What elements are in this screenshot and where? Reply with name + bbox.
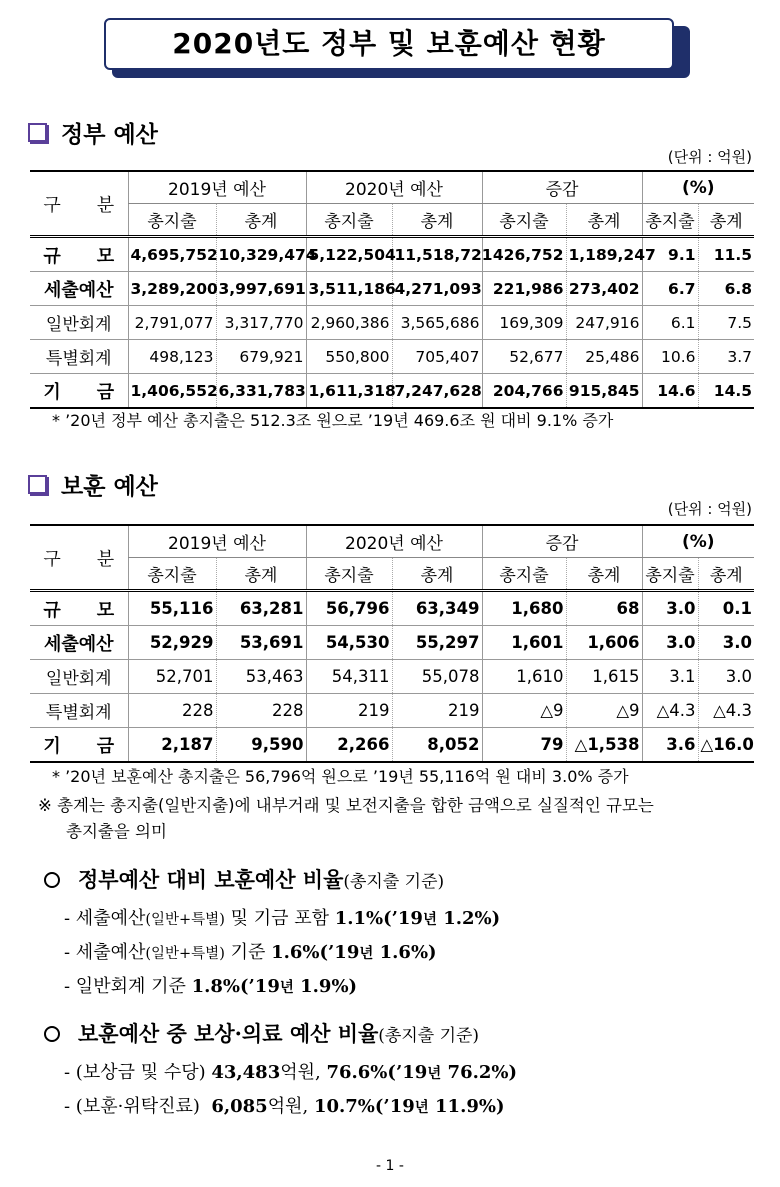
header-total: 총계 <box>392 204 482 237</box>
item-prev-unit: 년 <box>279 979 294 996</box>
item-ratio: 10.7% <box>313 1096 375 1117</box>
header-2020: 2020년 예산 <box>306 525 482 558</box>
ratio-gov-item <box>64 972 357 998</box>
ratio-gov-title: 정부예산 대비 보훈예산 비율 <box>78 867 344 892</box>
table-cell: 3,997,691 <box>216 272 306 306</box>
table-cell: 219 <box>392 694 482 728</box>
item-label: - 세출예산 <box>64 942 146 963</box>
total-definition-note-cont: 총지출을 의미 <box>66 822 167 841</box>
table-cell: 1,601 <box>482 626 566 660</box>
row-label: 일반회계 <box>30 660 128 694</box>
item-ratio: 76.6% <box>326 1062 388 1083</box>
header-total: 총계 <box>698 558 754 591</box>
table-cell: 14.5 <box>698 374 754 409</box>
table-cell: 5,122,504 <box>306 237 392 272</box>
table-cell: 53,691 <box>216 626 306 660</box>
table-cell: 1,406,552 <box>128 374 216 409</box>
table-row <box>30 660 754 694</box>
table-cell: 1,680 <box>482 591 566 626</box>
table-cell: 63,349 <box>392 591 482 626</box>
row-label: 세출예산 <box>30 626 128 660</box>
table-cell: 52,929 <box>128 626 216 660</box>
header-change: 증감 <box>482 525 642 558</box>
gov-budget-table <box>30 170 754 409</box>
veterans-budget-note: * ’20년 보훈예산 총지출은 56,796억 원으로 ’19년 55,116억 원 대비 3.0% 증가 <box>52 767 629 786</box>
table-cell: 3.7 <box>698 340 754 374</box>
table-cell: 1,611,318 <box>306 374 392 409</box>
square-bullet-icon <box>28 475 47 494</box>
item-prev-year: (’19 <box>374 1096 415 1117</box>
item-prev-unit: 년 <box>359 945 374 962</box>
table-cell: 4,695,752 <box>128 237 216 272</box>
table-cell: 9,590 <box>216 728 306 763</box>
table-row <box>30 626 754 660</box>
header-gubun: 구 분 <box>30 525 128 591</box>
header-total: 총계 <box>216 558 306 591</box>
table-row <box>30 374 754 409</box>
item-basis: 기준 <box>224 942 272 963</box>
table-cell: 2,791,077 <box>128 306 216 340</box>
item-ratio: 1.6% <box>271 942 320 963</box>
table-cell: 3,289,200 <box>128 272 216 306</box>
table-cell: 426,752 <box>482 237 566 272</box>
table-cell: 7.5 <box>698 306 754 340</box>
table-cell: 14.6 <box>642 374 698 409</box>
header-total: 총계 <box>216 204 306 237</box>
item-prev-value: 1.2%) <box>436 908 501 929</box>
item-prev-value: 1.9%) <box>293 976 358 997</box>
unit-label: (단위 : 억원) <box>667 148 752 166</box>
row-label: 기 금 <box>30 374 128 409</box>
item-ratio: 1.1% <box>334 908 384 929</box>
ratio-gov-item <box>64 938 437 964</box>
table-cell: 8,052 <box>392 728 482 763</box>
page-title: 2020년도 정부 및 보훈예산 현황 <box>104 18 674 70</box>
header-gubun: 구 분 <box>30 171 128 237</box>
table-row <box>30 591 754 626</box>
table-row <box>30 340 754 374</box>
header-total-exp: 총지출 <box>128 204 216 237</box>
item-values <box>335 908 500 929</box>
header-total-exp: 총지출 <box>642 558 698 591</box>
table-row <box>30 272 754 306</box>
table-cell: 1,606 <box>566 626 642 660</box>
table-cell: 3,511,186 <box>306 272 392 306</box>
item-values <box>192 976 357 997</box>
item-label: - 세출예산 <box>64 908 146 929</box>
table-cell: 169,309 <box>482 306 566 340</box>
row-label: 특별회계 <box>30 340 128 374</box>
circle-bullet-icon <box>44 1026 60 1042</box>
table-cell: 1,615 <box>566 660 642 694</box>
table-cell: 11.5 <box>698 237 754 272</box>
table-cell: 3.0 <box>642 591 698 626</box>
header-total-exp: 총지출 <box>128 558 216 591</box>
header-change: 증감 <box>482 171 642 204</box>
table-cell: 6.7 <box>642 272 698 306</box>
table-cell: △9 <box>566 694 642 728</box>
item-prev-value: 1.6%) <box>373 942 437 963</box>
item-prev-year: (’19 <box>387 1062 428 1083</box>
veterans-budget-table <box>30 524 754 763</box>
table-cell: 6.1 <box>642 306 698 340</box>
table-cell: 55,297 <box>392 626 482 660</box>
table-row <box>30 306 754 340</box>
header-2019: 2019년 예산 <box>128 525 306 558</box>
section-gov-budget-heading <box>28 116 158 149</box>
table-cell: 705,407 <box>392 340 482 374</box>
table-cell: 2,187 <box>128 728 216 763</box>
table-cell: 52,677 <box>482 340 566 374</box>
table-cell: 56,796 <box>306 591 392 626</box>
table-cell: 915,845 <box>566 374 642 409</box>
circle-bullet-icon <box>44 872 60 888</box>
header-pct: (%) <box>642 171 754 204</box>
item-scope: (일반+특별) <box>145 946 225 962</box>
square-bullet-icon <box>28 123 47 142</box>
table-cell: 25,486 <box>566 340 642 374</box>
header-total-exp: 총지출 <box>482 204 566 237</box>
table-cell: 3.1 <box>642 660 698 694</box>
table-cell: 221,986 <box>482 272 566 306</box>
item-prev-value: 11.9%) <box>428 1096 505 1117</box>
table-cell: △4.3 <box>642 694 698 728</box>
table-row <box>30 694 754 728</box>
table-cell: 679,921 <box>216 340 306 374</box>
table-row <box>30 237 754 272</box>
row-label: 규 모 <box>30 237 128 272</box>
header-total-exp: 총지출 <box>642 204 698 237</box>
item-label: - 일반회계 <box>64 976 146 997</box>
item-label: - (보상금 및 수당) <box>64 1062 212 1083</box>
table-cell: 3.6 <box>642 728 698 763</box>
table-cell: 54,530 <box>306 626 392 660</box>
row-label: 특별회계 <box>30 694 128 728</box>
table-cell: 11,518,721 <box>392 237 482 272</box>
table-cell: 4,271,093 <box>392 272 482 306</box>
table-cell: 0.1 <box>698 591 754 626</box>
total-definition-note: ※ 총계는 총지출(일반지출)에 내부거래 및 보전지출을 합한 금액으로 실질적인 규모는 <box>38 796 654 815</box>
header-total: 총계 <box>392 558 482 591</box>
item-basis: 및 기금 포함 <box>224 908 335 929</box>
header-total-exp: 총지출 <box>306 558 392 591</box>
table-cell: 228 <box>128 694 216 728</box>
table-cell: 228 <box>216 694 306 728</box>
table-cell: 55,116 <box>128 591 216 626</box>
item-values <box>271 942 436 963</box>
header-pct: (%) <box>642 525 754 558</box>
ratio-comp-heading <box>44 1018 479 1048</box>
table-cell: △16.0 <box>698 728 754 763</box>
ratio-comp-item <box>64 1092 505 1118</box>
item-scope: (일반+특별) <box>145 912 225 928</box>
section-gov-budget-title: 정부 예산 <box>61 122 158 148</box>
item-amount-unit: 억원, <box>280 1062 327 1083</box>
ratio-gov-basis: (총지출 기준) <box>343 872 445 892</box>
table-cell: 550,800 <box>306 340 392 374</box>
row-label: 세출예산 <box>30 272 128 306</box>
table-cell: 2,266 <box>306 728 392 763</box>
table-cell: 54,311 <box>306 660 392 694</box>
table-cell: 2,960,386 <box>306 306 392 340</box>
item-prev-year: (’19 <box>319 942 360 963</box>
table-cell: 3.0 <box>642 626 698 660</box>
table-cell: 6.8 <box>698 272 754 306</box>
table-cell: 219 <box>306 694 392 728</box>
table-cell: 7,247,628 <box>392 374 482 409</box>
table-row <box>30 728 754 763</box>
table-cell: △9 <box>482 694 566 728</box>
table-cell: 3,317,770 <box>216 306 306 340</box>
ratio-gov-item <box>64 904 500 930</box>
table-cell: 63,281 <box>216 591 306 626</box>
table-cell: 6,331,783 <box>216 374 306 409</box>
gov-budget-note: * ’20년 정부 예산 총지출은 512.3조 원으로 ’19년 469.6조 원 대비 9.1% 증가 <box>52 411 614 430</box>
item-prev-year: (’19 <box>240 976 280 997</box>
table-cell: 3.0 <box>698 626 754 660</box>
item-prev-unit: 년 <box>414 1099 429 1116</box>
item-ratio: 1.8% <box>191 976 241 997</box>
section-veterans-budget-title: 보훈 예산 <box>61 474 158 500</box>
table-cell: 1,189,247 <box>566 237 642 272</box>
item-basis: 기준 <box>145 976 192 997</box>
ratio-comp-basis: (총지출 기준) <box>378 1026 480 1046</box>
item-prev-value: 76.2%) <box>441 1062 518 1083</box>
item-prev-unit: 년 <box>427 1065 442 1082</box>
item-label: - (보훈·위탁진료) <box>64 1096 212 1117</box>
row-label: 일반회계 <box>30 306 128 340</box>
table-cell: 52,701 <box>128 660 216 694</box>
row-label: 규 모 <box>30 591 128 626</box>
table-cell: 1,610 <box>482 660 566 694</box>
item-prev-year: (’19 <box>383 908 423 929</box>
page-number: - 1 - <box>376 1158 404 1174</box>
table-cell: 3.0 <box>698 660 754 694</box>
item-amount-unit: 억원, <box>267 1096 314 1117</box>
table-cell: 10,329,474 <box>216 237 306 272</box>
header-total: 총계 <box>698 204 754 237</box>
table-cell: 204,766 <box>482 374 566 409</box>
item-values <box>314 1096 505 1117</box>
table-cell: 9.1 <box>642 237 698 272</box>
ratio-comp-title: 보훈예산 중 보상·의료 예산 비율 <box>78 1021 379 1046</box>
table-cell: 55,078 <box>392 660 482 694</box>
row-label: 기 금 <box>30 728 128 763</box>
header-2020: 2020년 예산 <box>306 171 482 204</box>
item-values <box>326 1062 517 1083</box>
table-cell: 247,916 <box>566 306 642 340</box>
table-cell: 79 <box>482 728 566 763</box>
table-cell: 3,565,686 <box>392 306 482 340</box>
item-amount: 6,085 <box>211 1096 268 1117</box>
table-cell: 273,402 <box>566 272 642 306</box>
table-cell: 498,123 <box>128 340 216 374</box>
unit-label: (단위 : 억원) <box>667 500 752 518</box>
table-cell: 10.6 <box>642 340 698 374</box>
item-prev-unit: 년 <box>422 911 437 928</box>
ratio-gov-heading <box>44 864 444 894</box>
table-cell: 53,463 <box>216 660 306 694</box>
table-cell: △1,538 <box>566 728 642 763</box>
ratio-comp-item <box>64 1058 517 1084</box>
header-total: 총계 <box>566 558 642 591</box>
header-total: 총계 <box>566 204 642 237</box>
table-cell: 68 <box>566 591 642 626</box>
item-amount: 43,483 <box>211 1062 281 1083</box>
table-cell: △4.3 <box>698 694 754 728</box>
section-veterans-budget-heading <box>28 468 158 501</box>
header-total-exp: 총지출 <box>306 204 392 237</box>
header-total-exp: 총지출 <box>482 558 566 591</box>
header-2019: 2019년 예산 <box>128 171 306 204</box>
